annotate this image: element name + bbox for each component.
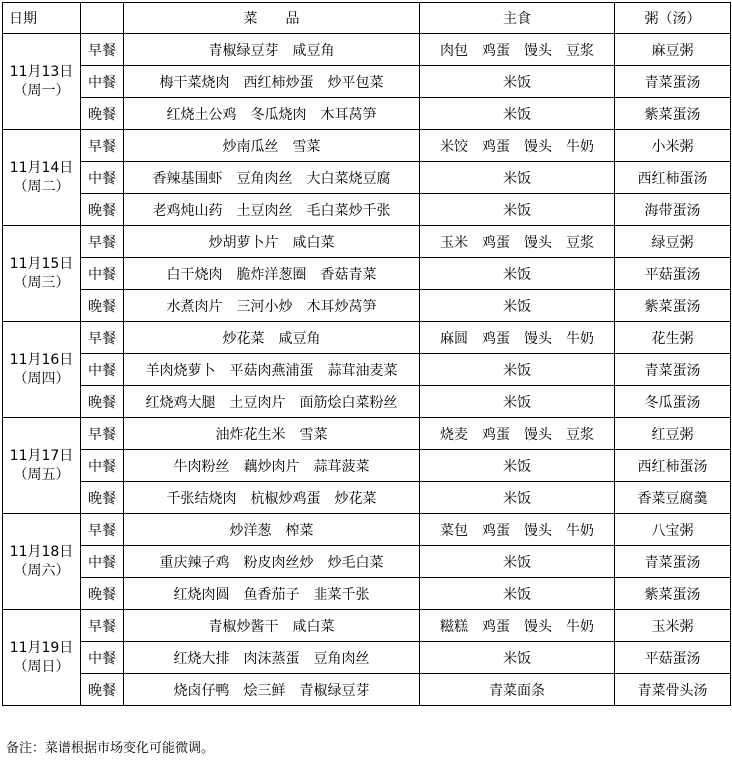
date-label: 11月15日 (9, 255, 74, 272)
weekday-label: （周一） (13, 82, 70, 99)
table-row (3, 226, 731, 258)
meal-name-cell: 中餐 (81, 642, 124, 674)
soup-cell: 西红柿蛋汤 (615, 450, 731, 482)
meal-name-cell: 中餐 (81, 258, 124, 290)
soup-cell: 麻豆粥 (615, 34, 731, 66)
table-row (3, 482, 731, 514)
staple-cell: 米饭 (420, 642, 615, 674)
soup-cell: 绿豆粥 (615, 226, 731, 258)
table-row (3, 418, 731, 450)
staple-cell: 米饭 (420, 66, 615, 98)
meal-name-cell: 中餐 (81, 162, 124, 194)
menu-body (3, 34, 731, 706)
weekday-label: （周六） (13, 562, 70, 579)
header-dishes: 菜 品 (124, 3, 420, 34)
dishes-cell: 千张结烧肉 杭椒炒鸡蛋 炒花菜 (124, 482, 420, 514)
dishes-cell: 牛肉粉丝 藕炒肉片 蒜茸菠菜 (124, 450, 420, 482)
table-row (3, 66, 731, 98)
weekday-label: （周五） (13, 466, 70, 483)
meal-name-cell: 晚餐 (81, 674, 124, 706)
staple-cell: 青菜面条 (420, 674, 615, 706)
date-cell (3, 418, 81, 514)
table-row (3, 578, 731, 610)
weekday-label: （周三） (13, 274, 70, 291)
weekly-menu-table (2, 2, 731, 706)
dishes-cell: 水煮肉片 三河小炒 木耳炒莴笋 (124, 290, 420, 322)
soup-cell: 紫菜蛋汤 (615, 578, 731, 610)
dishes-cell: 红烧鸡大腿 土豆肉片 面筋烩白菜粉丝 (124, 386, 420, 418)
staple-cell: 菜包 鸡蛋 馒头 牛奶 (420, 514, 615, 546)
table-row (3, 514, 731, 546)
meal-name-cell: 早餐 (81, 514, 124, 546)
table-row (3, 34, 731, 66)
date-label: 11月14日 (9, 159, 74, 176)
meal-name-cell: 晚餐 (81, 386, 124, 418)
header-meal (81, 3, 124, 34)
soup-cell: 花生粥 (615, 322, 731, 354)
table-row (3, 450, 731, 482)
dishes-cell: 香辣基围虾 豆角肉丝 大白菜烧豆腐 (124, 162, 420, 194)
table-row (3, 674, 731, 706)
staple-cell: 米饭 (420, 578, 615, 610)
staple-cell: 烧麦 鸡蛋 馒头 豆浆 (420, 418, 615, 450)
meal-name-cell: 中餐 (81, 354, 124, 386)
date-cell (3, 610, 81, 706)
table-row (3, 258, 731, 290)
meal-name-cell: 中餐 (81, 66, 124, 98)
soup-cell: 平菇蛋汤 (615, 642, 731, 674)
staple-cell: 肉包 鸡蛋 馒头 豆浆 (420, 34, 615, 66)
table-row (3, 322, 731, 354)
staple-cell: 米饭 (420, 482, 615, 514)
meal-name-cell: 早餐 (81, 34, 124, 66)
dishes-cell: 羊肉烧萝卜 平菇肉燕浦蛋 蒜茸油麦菜 (124, 354, 420, 386)
staple-cell: 米饭 (420, 546, 615, 578)
soup-cell: 青菜蛋汤 (615, 66, 731, 98)
soup-cell: 八宝粥 (615, 514, 731, 546)
meal-name-cell: 早餐 (81, 610, 124, 642)
date-cell (3, 322, 81, 418)
footnote: 备注：菜谱根据市场变化可能微调。 (6, 741, 215, 756)
dishes-cell: 梅干菜烧肉 西红柿炒蛋 炒平包菜 (124, 66, 420, 98)
dishes-cell: 炒花菜 咸豆角 (124, 322, 420, 354)
meal-name-cell: 晚餐 (81, 578, 124, 610)
dishes-cell: 炒南瓜丝 雪菜 (124, 130, 420, 162)
soup-cell: 香菜豆腐羹 (615, 482, 731, 514)
soup-cell: 紫菜蛋汤 (615, 98, 731, 130)
date-label: 11月19日 (9, 639, 74, 656)
staple-cell: 米饭 (420, 386, 615, 418)
soup-cell: 平菇蛋汤 (615, 258, 731, 290)
dishes-cell: 青椒绿豆芽 咸豆角 (124, 34, 420, 66)
staple-cell: 米饭 (420, 258, 615, 290)
staple-cell: 米饭 (420, 194, 615, 226)
header-date: 日期 (3, 3, 81, 34)
soup-cell: 小米粥 (615, 130, 731, 162)
soup-cell: 青菜蛋汤 (615, 354, 731, 386)
soup-cell: 青菜骨头汤 (615, 674, 731, 706)
soup-cell: 玉米粥 (615, 610, 731, 642)
date-cell (3, 514, 81, 610)
table-row (3, 642, 731, 674)
date-cell (3, 226, 81, 322)
meal-name-cell: 中餐 (81, 450, 124, 482)
staple-cell: 糍糕 鸡蛋 馒头 牛奶 (420, 610, 615, 642)
soup-cell: 海带蛋汤 (615, 194, 731, 226)
table-row (3, 354, 731, 386)
soup-cell: 紫菜蛋汤 (615, 290, 731, 322)
meal-name-cell: 晚餐 (81, 194, 124, 226)
dishes-cell: 红烧土公鸡 冬瓜烧肉 木耳莴笋 (124, 98, 420, 130)
meal-name-cell: 中餐 (81, 546, 124, 578)
meal-name-cell: 早餐 (81, 322, 124, 354)
staple-cell: 玉米 鸡蛋 馒头 豆浆 (420, 226, 615, 258)
date-cell (3, 34, 81, 130)
dishes-cell: 红烧肉圆 鱼香茄子 韭菜千张 (124, 578, 420, 610)
meal-name-cell: 晚餐 (81, 482, 124, 514)
table-row (3, 290, 731, 322)
staple-cell: 米饭 (420, 98, 615, 130)
table-row (3, 386, 731, 418)
date-label: 11月17日 (9, 447, 74, 464)
date-cell (3, 130, 81, 226)
header-row (3, 3, 731, 34)
meal-name-cell: 早餐 (81, 226, 124, 258)
meal-name-cell: 早餐 (81, 130, 124, 162)
table-row (3, 130, 731, 162)
dishes-cell: 红烧大排 肉沫蒸蛋 豆角肉丝 (124, 642, 420, 674)
date-label: 11月13日 (9, 63, 74, 80)
meal-name-cell: 早餐 (81, 418, 124, 450)
table-row (3, 610, 731, 642)
meal-name-cell: 晚餐 (81, 98, 124, 130)
table-row (3, 162, 731, 194)
dishes-cell: 烧卤仔鸭 烩三鲜 青椒绿豆芽 (124, 674, 420, 706)
table-row (3, 194, 731, 226)
date-label: 11月18日 (9, 543, 74, 560)
staple-cell: 米饭 (420, 162, 615, 194)
dishes-cell: 重庆辣子鸡 粉皮肉丝炒 炒毛白菜 (124, 546, 420, 578)
soup-cell: 青菜蛋汤 (615, 546, 731, 578)
table-row (3, 98, 731, 130)
dishes-cell: 油炸花生米 雪菜 (124, 418, 420, 450)
soup-cell: 冬瓜蛋汤 (615, 386, 731, 418)
header-staple: 主食 (420, 3, 615, 34)
soup-cell: 西红柿蛋汤 (615, 162, 731, 194)
table-row (3, 546, 731, 578)
meal-name-cell: 晚餐 (81, 290, 124, 322)
dishes-cell: 炒洋葱 榨菜 (124, 514, 420, 546)
weekday-label: （周日） (13, 658, 70, 675)
soup-cell: 红豆粥 (615, 418, 731, 450)
staple-cell: 麻圆 鸡蛋 馒头 牛奶 (420, 322, 615, 354)
weekday-label: （周二） (13, 178, 70, 195)
date-label: 11月16日 (9, 351, 74, 368)
staple-cell: 米饭 (420, 354, 615, 386)
staple-cell: 米饭 (420, 290, 615, 322)
header-soup: 粥（汤） (615, 3, 731, 34)
weekday-label: （周四） (13, 370, 70, 387)
dishes-cell: 炒胡萝卜片 咸白菜 (124, 226, 420, 258)
dishes-cell: 青椒炒酱干 咸白菜 (124, 610, 420, 642)
staple-cell: 米饺 鸡蛋 馒头 牛奶 (420, 130, 615, 162)
dishes-cell: 老鸡炖山药 土豆肉丝 毛白菜炒千张 (124, 194, 420, 226)
dishes-cell: 白干烧肉 脆炸洋葱圈 香菇青菜 (124, 258, 420, 290)
staple-cell: 米饭 (420, 450, 615, 482)
